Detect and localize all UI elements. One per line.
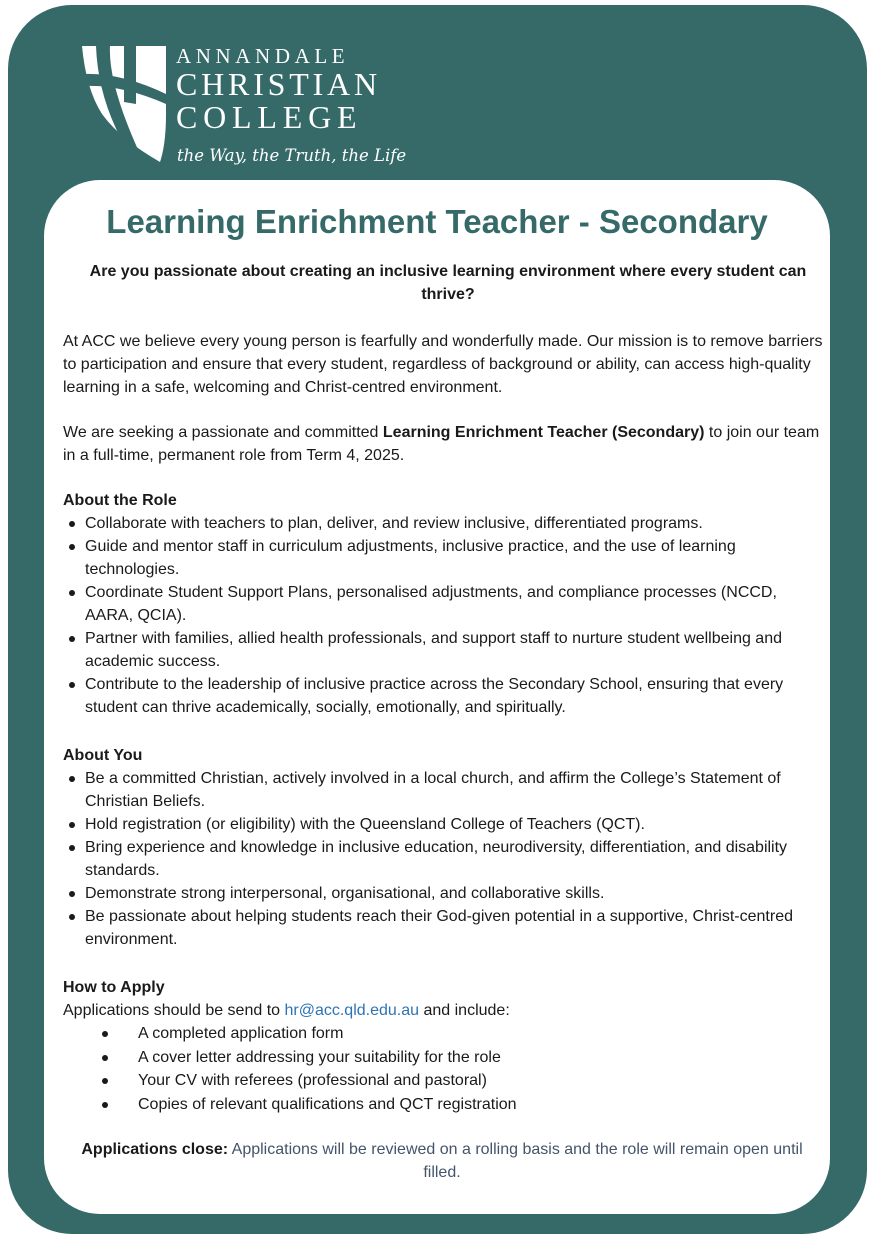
seeking-role: Learning Enrichment Teacher (Secondary) bbox=[382, 424, 705, 441]
about-role-list bbox=[63, 512, 823, 719]
logo-line-3: COLLEGE bbox=[176, 99, 363, 135]
list-item: Contribute to the leadership of inclusive practice across the Secondary School, ensuring that every student can thrive academically, socially, emotionally, and spiritually. bbox=[63, 673, 823, 719]
apply-text-before: Applications should be send to bbox=[63, 1002, 285, 1019]
list-item: Your CV with referees (professional and pastoral) bbox=[63, 1069, 763, 1093]
list-item: A cover letter addressing your suitability for the role bbox=[63, 1046, 763, 1070]
list-item: Partner with families, allied health professionals, and support staff to nurture student wellbeing and academic success. bbox=[63, 627, 823, 673]
list-item: Guide and mentor staff in curriculum adjustments, inclusive practice, and the use of learning technologies. bbox=[63, 535, 823, 581]
apply-text-after: and include: bbox=[419, 1002, 510, 1019]
mission-paragraph: At ACC we believe every young person is fearfully and wonderfully made. Our mission is to remove barriers to participation and ensure that every student, regardless of background or ability, can access high-quality learning in a safe, welcoming and Christ-centred environment. bbox=[63, 333, 823, 396]
applications-close bbox=[68, 1138, 816, 1184]
seeking-text-before: We are seeking a passionate and committed bbox=[63, 424, 383, 441]
job-title: Learning Enrichment Teacher - Secondary bbox=[106, 203, 768, 240]
list-item: Be passionate about helping students reach their God-given potential in a supportive, Christ-centred environment. bbox=[63, 905, 823, 951]
list-item: Collaborate with teachers to plan, deliver, and review inclusive, differentiated programs. bbox=[63, 512, 823, 535]
college-logo bbox=[80, 44, 420, 174]
seeking-text-after: to join our team in a full-time, permanent role from Term 4, 2025. bbox=[63, 424, 820, 464]
close-label: Applications close: bbox=[81, 1141, 229, 1158]
list-item: Coordinate Student Support Plans, personalised adjustments, and compliance processes (NCCD, AARA, QCIA). bbox=[63, 581, 823, 627]
list-item: Be a committed Christian, actively involved in a local church, and affirm the College’s Statement of Christian Beliefs. bbox=[63, 767, 823, 813]
how-to-apply-heading: How to Apply bbox=[63, 979, 165, 996]
shield-cross-icon bbox=[80, 44, 170, 164]
about-role-heading: About the Role bbox=[63, 492, 177, 509]
list-item: Demonstrate strong interpersonal, organisational, and collaborative skills. bbox=[63, 882, 823, 905]
about-you-list bbox=[63, 767, 823, 951]
logo-line-1: ANNANDALE bbox=[176, 44, 350, 68]
logo-line-2: CHRISTIAN bbox=[176, 66, 381, 102]
list-item: Hold registration (or eligibility) with the Queensland College of Teachers (QCT). bbox=[63, 813, 823, 836]
seeking-paragraph bbox=[63, 421, 823, 467]
email-link[interactable]: hr@acc.qld.edu.au bbox=[284, 1002, 420, 1019]
close-text: Applications will be reviewed on a rolling basis and the role will remain open until filled. bbox=[228, 1141, 803, 1181]
apply-list bbox=[63, 1022, 763, 1116]
list-item: Bring experience and knowledge in inclusive education, neurodiversity, differentiation, and disability standards. bbox=[63, 836, 823, 882]
list-item: Copies of relevant qualifications and QCT registration bbox=[63, 1093, 763, 1117]
about-you-heading: About You bbox=[63, 747, 143, 764]
apply-instructions bbox=[63, 999, 823, 1022]
intro-question: Are you passionate about creating an inclusive learning environment where every student can thrive? bbox=[89, 263, 807, 303]
list-item: A completed application form bbox=[63, 1022, 763, 1046]
logo-tagline: the Way, the Truth, the Life bbox=[177, 146, 407, 165]
